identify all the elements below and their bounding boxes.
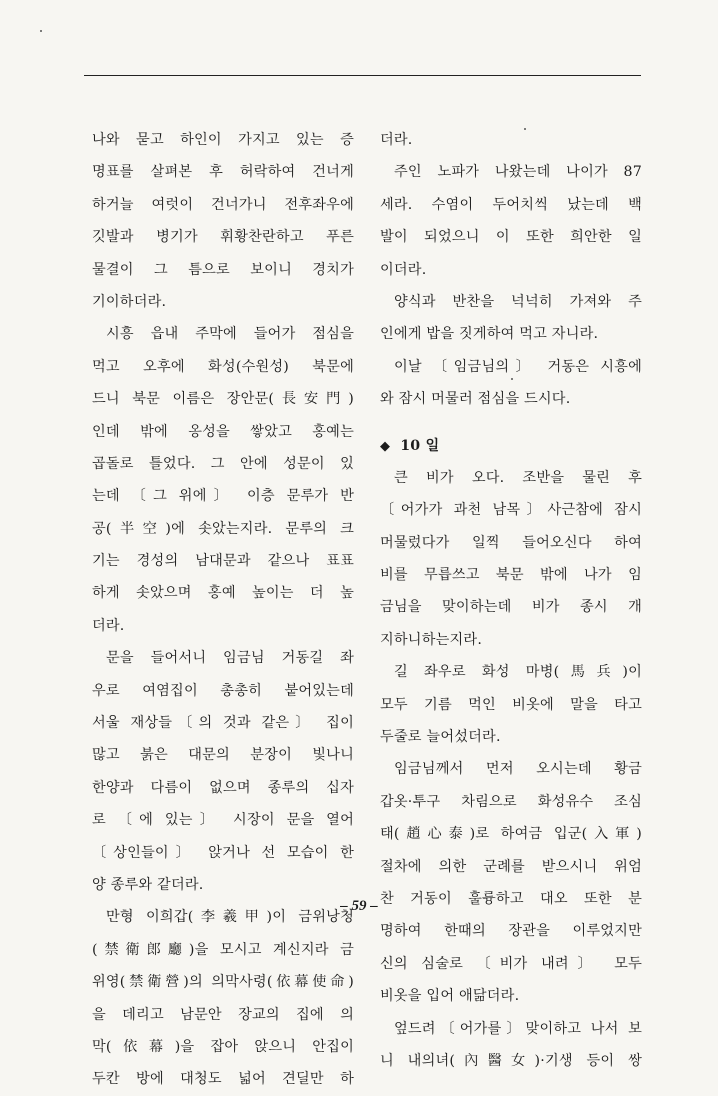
text-line: 지하니하는지라. (380, 631, 483, 648)
header-rule (84, 75, 641, 76)
text-line: 기이하더라. (92, 293, 167, 310)
text-line: 〔상인들이〕 앉거나 선 모습이 한 (92, 844, 354, 861)
text-line: 엎드려〔어가를〕맞이하고 나서 보 (394, 1020, 642, 1037)
text-line: 절차에 의한 군례를 받으시니 위엄 (380, 858, 642, 875)
text-line: 임금님께서 먼저 오시는데 황금 (394, 761, 642, 778)
text-line: 드니 북문 이름은 장안문(長安門) (92, 391, 354, 408)
text-line: 시흥 읍내 주막에 들어가 점심을 (106, 326, 354, 343)
text-line: 로 〔에 있는〕 시장이 문을 열어 (92, 812, 354, 829)
text-line: 두줄로 늘어섰더라. (380, 729, 501, 746)
text-line: 는데 〔그 위에〕 이층 문루가 반 (92, 488, 354, 505)
text-line: 모두 기름 먹인 비옷에 말을 타고 (380, 696, 642, 713)
text-line: 깃발과 병기가 휘황찬란하고 푸른 (92, 229, 354, 246)
text-line: 한양과 다름이 없으며 종루의 십자 (92, 779, 354, 796)
text-line: 인에게 밥을 짓게하여 먹고 자니라. (380, 326, 599, 343)
text-line: 더라. (380, 132, 413, 148)
text-line: 나와 묻고 하인이 가지고 있는 증 (92, 132, 354, 148)
text-line: 양식과 반찬을 넉넉히 가져와 주 (394, 293, 642, 310)
text-line: 비를 무릅쓰고 북문 밖에 나가 임 (380, 567, 642, 584)
left-column (92, 124, 354, 1096)
text-line: 갑옷·투구 차림으로 화성유수 조심 (380, 793, 642, 810)
text-line: 서울 재상들〔의 것과 같은〕 집이 (92, 715, 354, 732)
text-line: 물결이 그 틈으로 보이니 경치가 (92, 261, 354, 278)
text-line: 비옷을 입어 애닮더라. (380, 988, 520, 1005)
text-line: 세라. 수염이 두어치씩 났는데 백 (380, 196, 642, 213)
text-line: 더라. (92, 617, 125, 634)
text-line: 길 좌우로 화성 마병(馬兵)이 (394, 664, 642, 681)
scan-speck (40, 30, 42, 32)
text-line: (禁衛郎廳)을 모시고 계신지라 금 (92, 941, 354, 958)
text-line: 니 내의녀(內醫女)·기생 등이 쌍 (380, 1052, 642, 1069)
text-line: 하게 솟았으며 홍예 높이는 더 높 (92, 585, 354, 602)
text-line: 명하여 한때의 장관을 이루었지만 (380, 923, 642, 940)
text-line: 머물렀다가 일찍 들어오신다 하여 (380, 534, 642, 551)
text-line: 양 종루와 같더라. (92, 876, 204, 893)
text-line: 을 데리고 남문안 장교의 집에 의 (92, 1006, 354, 1023)
scan-speck (524, 128, 526, 130)
scan-speck (511, 378, 513, 380)
text-line: 위영(禁衛營)의 의막사령(依幕使命) (92, 974, 354, 991)
text-line: 우로 여염집이 총총히 붙어있는데 (92, 682, 354, 699)
section-heading: ◆ 10 일 (380, 430, 642, 462)
text-line: 이더라. (380, 261, 427, 278)
text-line: 막(依幕)을 잡아 앉으니 안집이 (92, 1038, 354, 1055)
text-line: 명표를 살펴본 후 허락하여 건너게 (92, 164, 354, 181)
text-line: 금님을 맞이하는데 비가 종시 개 (380, 599, 642, 616)
text-line: 인데 밖에 옹성을 쌓았고 홍예는 (92, 423, 354, 440)
text-line: 문을 들어서니 임금님 거동길 좌 (106, 650, 354, 667)
text-line: 태(趙心泰)로 하여금 입군(入軍) (380, 826, 642, 843)
text-line: 두칸 방에 대청도 넓어 견딜만 하 (92, 1071, 354, 1088)
text-line: 주인 노파가 나왔는데 나이가 87 (394, 164, 642, 181)
text-line: 곱돌로 틀었다. 그 안에 성문이 있 (92, 455, 354, 472)
text-line: 많고 붉은 대문의 분장이 빛나니 (92, 747, 354, 764)
text-line: 발이 되었으니 이 또한 희안한 일 (380, 229, 642, 246)
text-line: 먹고 오후에 화성(수원성) 북문에 (92, 358, 354, 375)
text-line: 기는 경성의 남대문과 같으나 표표 (92, 553, 354, 570)
page-number: – 59 – (340, 898, 378, 914)
right-column (380, 124, 642, 1077)
text-line: 큰 비가 오다. 조반을 물린 후 (394, 469, 642, 486)
text-line: 신의 심술로 〔비가 내려〕 모두 (380, 955, 642, 972)
text-line: 〔어가가 과천 남목〕사근참에 잠시 (380, 502, 642, 519)
text-line: 만형 이희갑(李羲甲)이 금위낭청 (106, 909, 354, 926)
text-line: 와 잠시 머물러 점심을 드시다. (380, 391, 571, 408)
text-line: 이날 〔임금님의〕 거동은 시흥에 (394, 358, 642, 375)
section-gap (380, 416, 642, 430)
text-line: 찬 거동이 훌륭하고 대오 또한 분 (380, 890, 642, 907)
text-line: 하거늘 여럿이 건너가니 전후좌우에 (92, 196, 354, 213)
text-line: 공(半空)에 솟았는지라. 문루의 크 (92, 520, 354, 537)
